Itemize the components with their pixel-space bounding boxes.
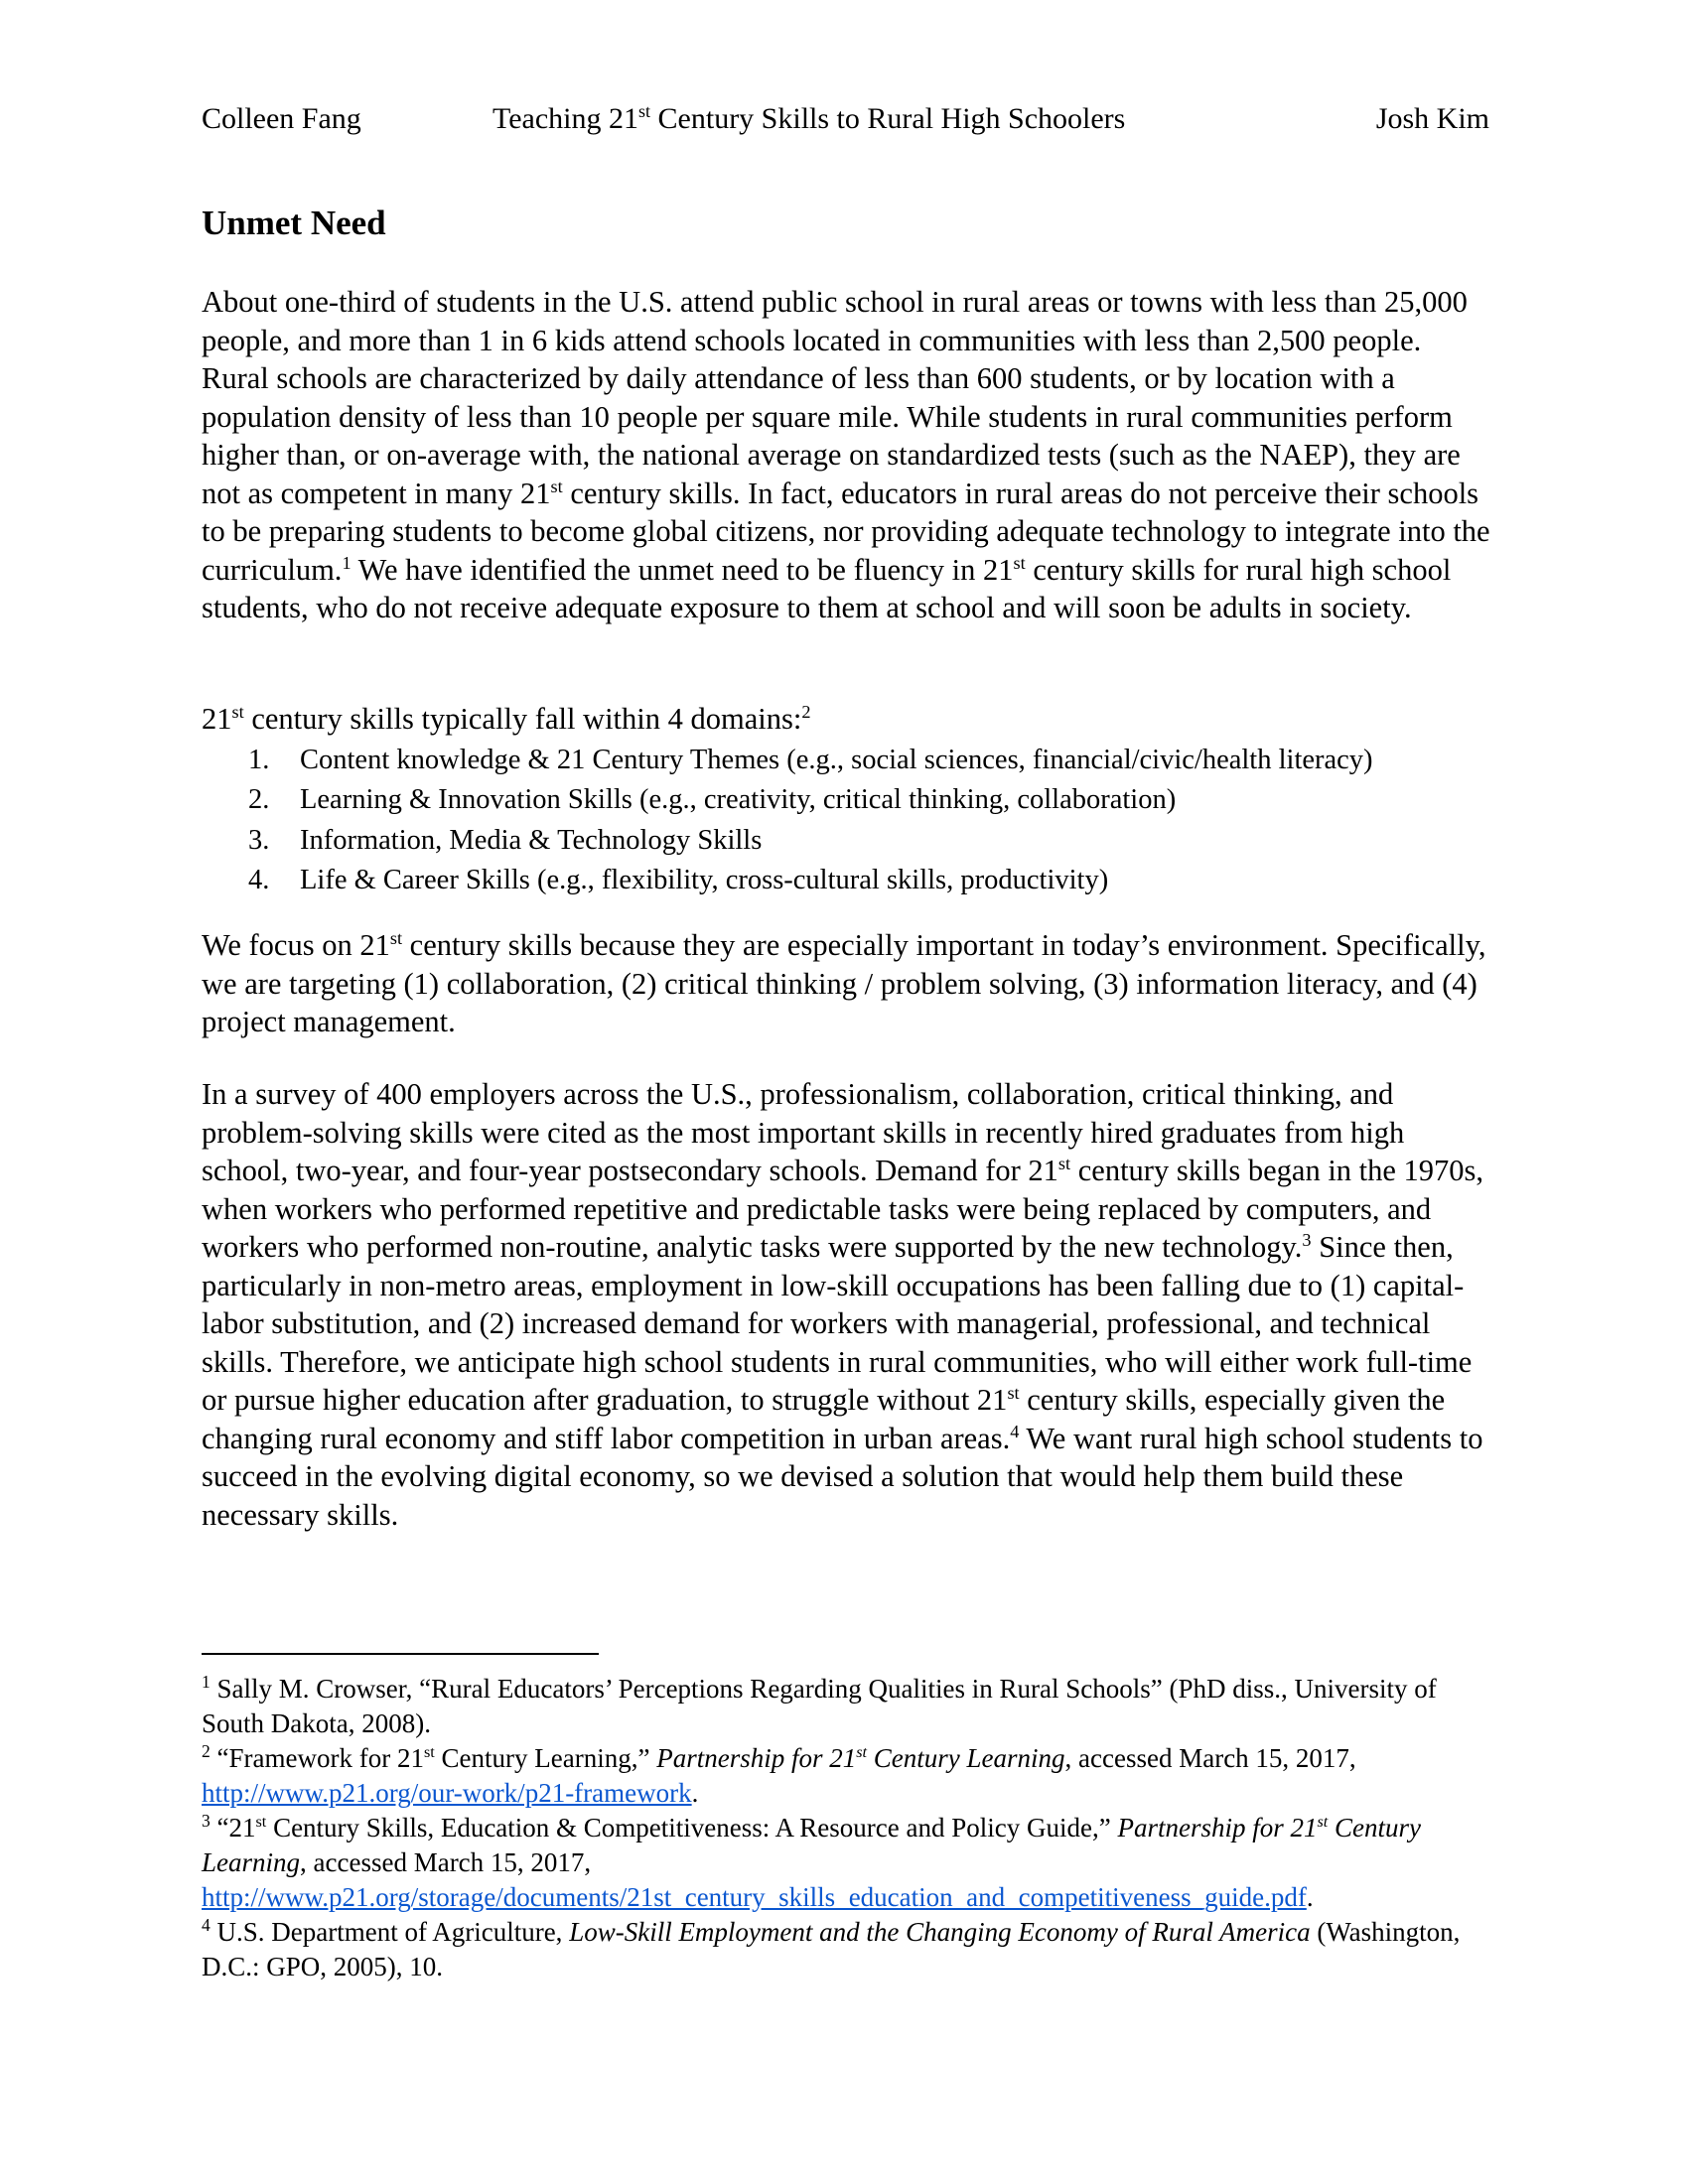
footnotes: [202, 1672, 1492, 1984]
footnote-1: $^1$ Sally M. Crowser, “Rural Educators’ Perceptions Regarding Qualities in Rural Schools” (PhD diss., University of South Dakota, 2008).: [202, 1672, 1437, 1738]
footnote-2-link[interactable]: http://www.p21.org/our-work/p21-framework: [202, 1778, 692, 1808]
section-heading: Unmet Need: [202, 204, 386, 242]
footnote-3-source: Partnership for 21st Century Learning: [202, 1813, 1422, 1877]
domains-list: [248, 741, 1489, 900]
header-author-left: Colleen Fang: [202, 102, 361, 135]
footnote-separator: [202, 1653, 599, 1655]
running-header: [202, 99, 1489, 139]
list-item: 4. Life & Career Skills (e.g., flexibility, cross-cultural skills, productivity): [248, 864, 1109, 895]
domains-intro: 21st century skills typically fall within 4 domains:$^2$: [202, 701, 811, 736]
footnote-ref-2[interactable]: 2: [801, 701, 811, 722]
footnote-4-source: Low-Skill Employment and the Changing Economy of Rural America: [569, 1917, 1311, 1947]
list-item: 2. Learning & Innovation Skills (e.g., creativity, critical thinking, collaboration): [248, 784, 1177, 816]
footnote-3: $^3$ “21st Century Skills, Education & Competitiveness: A Resource and Policy Guide,” Partnership for 21st Century Learning, accessed March 15, 2017, http://www.p21.org/storage/documents/21st_century_skills_education_and_competitiveness_guide.pdf.: [202, 1811, 1422, 1912]
footnote-ref-3[interactable]: 3: [1302, 1229, 1312, 1250]
footnote-2-source: Partnership for 21st Century Learning: [656, 1743, 1065, 1773]
footnote-ref-4[interactable]: 4: [1010, 1421, 1020, 1441]
paragraph-unmet-need: About one-third of students in the U.S. attend public school in rural areas or towns with less than 25,000 people, and more than 1 in 6 kids attend schools located in communities with less than 2,500 people. Rural schools are characterized by daily attendance of less than 600 students, or by location with a population density of less than 10 people per square mile. While students in rural communities perform higher than, or on-average with, the national average on standardized tests (such as the NAEP), they are not as competent in many 21st century skills. In fact, educators in rural areas do not perceive their schools to be preparing students to become global citizens, nor providing adequate technology to integrate into the curriculum.$^1$ We have identified the unmet need to be fluency in 21st century skills for rural high school students, who do not receive adequate exposure to them at school and will soon be adults in society.: [202, 285, 1490, 624]
footnote-3-link[interactable]: http://www.p21.org/storage/documents/21st_century_skills_education_and_competitiveness_guide.pdf: [202, 1882, 1307, 1912]
paragraph-survey: In a survey of 400 employers across the U.S., professionalism, collaboration, critical thinking, and problem-solving skills were cited as the most important skills in recently hired graduates from high school, two-year, and four-year postsecondary schools. Demand for 21st century skills began in the 1970s, when workers who performed repetitive and predictable tasks were being replaced by computers, and workers who performed non-routine, analytic tasks were supported by the new technology.$^3$ Since then, particularly in non-metro areas, employment in low-skill occupations has been falling due to (1) capital-labor substitution, and (2) increased demand for workers with managerial, professional, and technical skills. Therefore, we anticipate high school students in rural communities, who will either work full-time or pursue higher education after graduation, to struggle without 21st century skills, especially given the changing rural economy and stiff labor competition in urban areas.$^4$ We want rural high school students to succeed in the evolving digital economy, so we devised a solution that would help them build these necessary skills.: [202, 1077, 1484, 1532]
list-item: 1. Content knowledge & 21 Century Themes (e.g., social sciences, financial/civic/health literacy): [248, 745, 1373, 775]
paragraph-focus: We focus on 21st century skills because they are especially important in today’s environment. Specifically, we are targeting (1) collaboration, (2) critical thinking / problem solving, (3) information literacy, and (4) project management.: [202, 927, 1486, 1038]
header-title: Teaching 21st Century Skills to Rural High Schoolers: [492, 101, 1126, 135]
footnote-ref-1[interactable]: 1: [342, 552, 352, 573]
footnote-2: $^2$ “Framework for 21st Century Learning,” Partnership for 21st Century Learning, accessed March 15, 2017, http://www.p21.org/our-work/p21-framework.: [202, 1741, 1356, 1808]
list-item: 3. Information, Media & Technology Skills: [248, 824, 763, 856]
header-author-right: Josh Kim: [1375, 102, 1489, 135]
footnote-4: $^4$ U.S. Department of Agriculture, Low-Skill Employment and the Changing Economy of Rural America (Washington, D.C.: GPO, 2005), 10.: [202, 1915, 1461, 1981]
